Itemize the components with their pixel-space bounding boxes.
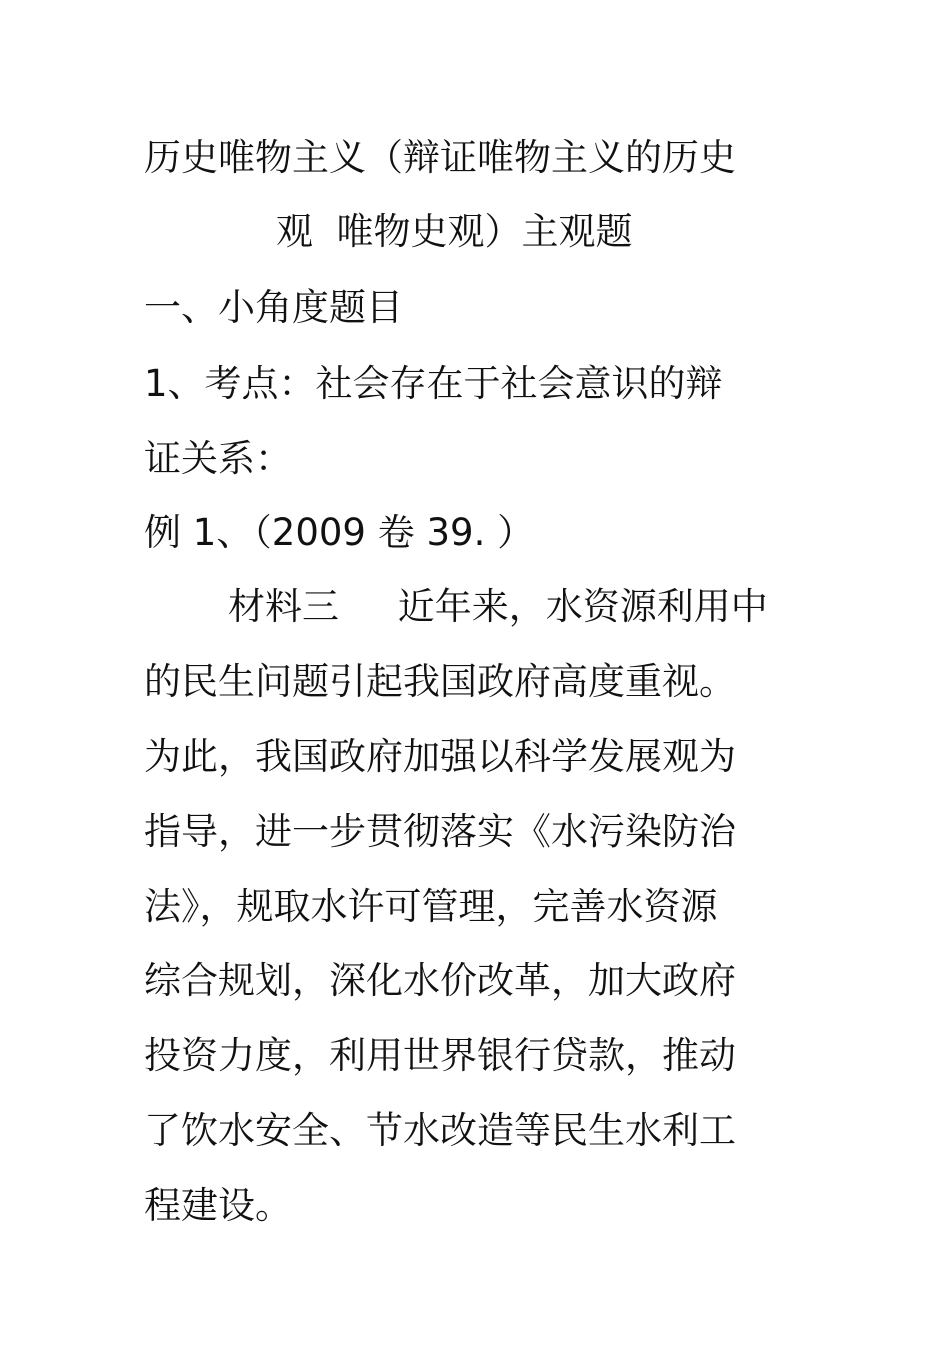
title-line-2: 观 唯物史观）主观题 — [276, 210, 633, 253]
body-line: 为此，我国政府加强以科学发展观为 — [144, 735, 736, 778]
body-line: 材料三 近年来，水资源利用中 — [228, 585, 768, 628]
example-label: 例 1、（2009 卷 39. ） — [144, 511, 535, 554]
body-line: 指导，进一步贯彻落实《水污染防治 — [144, 810, 736, 853]
point-line-1: 1、考点：社会存在于社会意识的辩 — [144, 362, 723, 405]
body-line: 了饮水安全、节水改造等民生水利工 — [144, 1109, 736, 1152]
section-heading: 一、小角度题目 — [144, 286, 403, 329]
body-line: 综合规划，深化水价改革，加大政府 — [144, 959, 736, 1002]
point-line-2: 证关系： — [144, 437, 292, 480]
body-line: 法》，规取水许可管理，完善水资源 — [144, 885, 718, 928]
body-line: 投资力度，利用世界银行贷款，推动 — [144, 1034, 736, 1077]
title-line-1: 历史唯物主义（辩证唯物主义的历史 — [144, 136, 736, 179]
body-line: 程建设。 — [144, 1184, 292, 1227]
body-line: 的民生问题引起我国政府高度重视。 — [144, 660, 736, 703]
